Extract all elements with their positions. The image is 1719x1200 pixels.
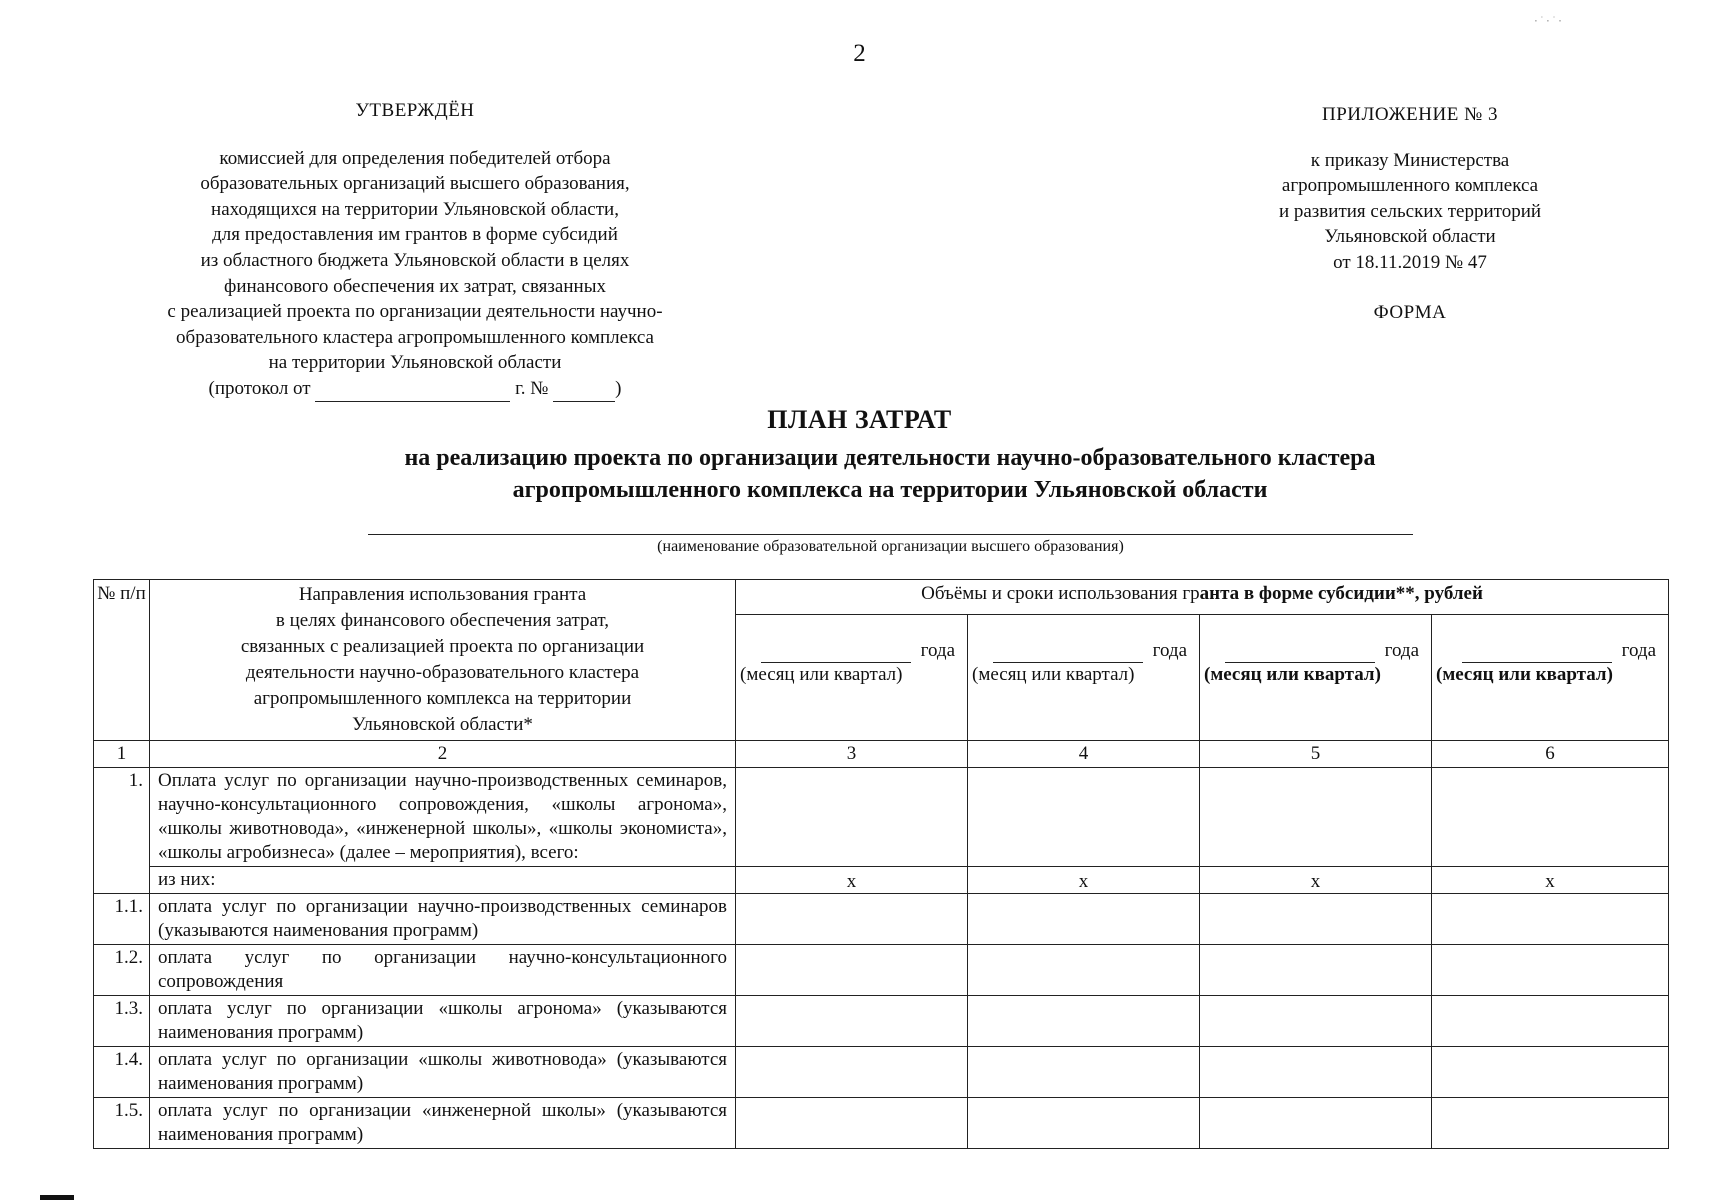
volume-header-bold-text: анта в форме субсидии**, рублей: [1199, 583, 1483, 604]
column-index: 5: [1200, 741, 1432, 768]
plan-title: ПЛАН ЗАТРАТ: [767, 405, 952, 434]
approved-line: комиссией для определения победителей отбора: [219, 147, 611, 169]
column-index: 1: [94, 741, 150, 768]
protocol-suffix: ): [615, 377, 622, 399]
row-number: 1.5.: [94, 1098, 150, 1149]
header-description: [150, 580, 736, 741]
x-cell: х: [968, 867, 1200, 894]
appendix-line: от 18.11.2019 № 47: [1333, 251, 1487, 273]
period-cell-2[interactable]: [968, 615, 1200, 741]
value-cell[interactable]: [1432, 945, 1669, 996]
row-number: 1.4.: [94, 1047, 150, 1098]
approved-line: образовательных организаций высшего образования,: [200, 173, 630, 195]
appendix-line: к приказу Министерства: [1310, 149, 1510, 171]
approved-heading: УТВЕРЖДЁН: [355, 100, 475, 121]
header-desc-line: Ульяновской области*: [352, 714, 533, 735]
value-cell[interactable]: [968, 996, 1200, 1047]
row-description: оплата услуг по организации научно-консультационного сопровождения: [150, 945, 736, 996]
value-cell[interactable]: [736, 996, 968, 1047]
value-cell[interactable]: [968, 768, 1200, 867]
table-row: [94, 1047, 1669, 1098]
value-cell[interactable]: [736, 894, 968, 945]
period-caption: (месяц или квартал): [972, 664, 1135, 685]
header-desc-line: агропромышленного комплекса на территории: [253, 688, 632, 709]
value-cell[interactable]: [968, 1047, 1200, 1098]
appendix-line: Ульяновской области: [1324, 226, 1496, 248]
approved-line: для предоставления им грантов в форме субсидий: [212, 224, 618, 246]
approved-line: находящихся на территории Ульяновской области,: [211, 198, 619, 220]
volume-header-text: Объёмы и сроки использования гр: [921, 583, 1200, 604]
value-cell[interactable]: [1200, 1098, 1432, 1149]
page-number: 2: [853, 40, 866, 67]
row-description: Оплата услуг по организации научно-производственных семинаров, научно-консультационного сопровождения, «школы агронома», «школы животновода», «инженерной школы», «школы экономиста», «школы агробизнеса» (далее – мероприятия), всего:: [150, 768, 736, 867]
header-desc-line: в целях финансового обеспечения затрат,: [275, 610, 610, 631]
table-row: [94, 996, 1669, 1047]
org-name-field[interactable]: [368, 534, 1413, 535]
table-header-row: [94, 580, 1669, 615]
column-index-row: [94, 741, 1669, 768]
header-num: № п/п: [94, 580, 150, 741]
period-caption: (месяц или квартал): [740, 664, 903, 685]
value-cell[interactable]: [1200, 996, 1432, 1047]
approved-line: образовательного кластера агропромышленного комплекса: [176, 326, 654, 348]
value-cell[interactable]: [736, 1098, 968, 1149]
row-description: из них:: [150, 867, 736, 894]
period-year: года: [1152, 640, 1187, 661]
header-desc-line: деятельности научно-образовательного кластера: [245, 662, 640, 683]
protocol-number-blank: [553, 401, 615, 402]
protocol-mid: г. №: [515, 377, 549, 399]
period-year: года: [920, 640, 955, 661]
org-caption: (наименование образовательной организации высшего образования): [657, 538, 1124, 555]
scan-mark: ·˙·˙·: [1532, 16, 1563, 27]
scan-edge-mark: [40, 1195, 74, 1200]
volume-header: [736, 580, 1669, 615]
table-row: [94, 867, 1669, 894]
row-number: 1.2.: [94, 945, 150, 996]
period-year: года: [1621, 640, 1657, 661]
value-cell[interactable]: [968, 894, 1200, 945]
period-caption: (месяц или квартал): [1436, 664, 1613, 685]
header-desc-line: Направления использования гранта: [298, 584, 587, 605]
approved-line: с реализацией проекта по организации деятельности научно-: [167, 301, 663, 323]
protocol-date-blank: [315, 401, 510, 402]
value-cell[interactable]: [736, 945, 968, 996]
table-row: [94, 894, 1669, 945]
table-row: [94, 1098, 1669, 1149]
appendix-heading: ПРИЛОЖЕНИЕ № 3: [1322, 104, 1498, 125]
x-cell: х: [1200, 867, 1432, 894]
row-number: 1.: [94, 768, 150, 894]
cost-plan-table: [93, 579, 1669, 1149]
row-number: 1.1.: [94, 894, 150, 945]
approved-line: из областного бюджета Ульяновской области в целях: [200, 249, 630, 271]
value-cell[interactable]: [968, 945, 1200, 996]
protocol-line: [110, 376, 720, 402]
plan-subtitle-line: на реализацию проекта по организации деятельности научно-образовательного кластера: [404, 445, 1376, 471]
approved-block: [110, 98, 720, 402]
appendix-block: [1230, 102, 1590, 325]
column-index: 4: [968, 741, 1200, 768]
value-cell[interactable]: [736, 768, 968, 867]
column-index: 6: [1432, 741, 1669, 768]
value-cell[interactable]: [968, 1098, 1200, 1149]
approved-line: финансового обеспечения их затрат, связанных: [224, 275, 606, 297]
column-index: 3: [736, 741, 968, 768]
header-desc-line: связанных с реализацией проекта по организации: [240, 636, 645, 657]
period-caption: (месяц или квартал): [1204, 664, 1381, 685]
value-cell[interactable]: [1432, 1098, 1669, 1149]
appendix-line: и развития сельских территорий: [1278, 200, 1542, 222]
period-cell-1[interactable]: [736, 615, 968, 741]
period-year: года: [1384, 640, 1419, 661]
protocol-prefix: (протокол от: [208, 377, 311, 399]
value-cell[interactable]: [1200, 945, 1432, 996]
value-cell[interactable]: [1200, 1047, 1432, 1098]
plan-subtitle: [300, 442, 1480, 506]
value-cell[interactable]: [1432, 1047, 1669, 1098]
value-cell[interactable]: [736, 1047, 968, 1098]
row-description: оплата услуг по организации «школы животновода» (указываются наименования программ): [150, 1047, 736, 1098]
value-cell[interactable]: [1432, 894, 1669, 945]
value-cell[interactable]: [1200, 894, 1432, 945]
value-cell[interactable]: [1432, 996, 1669, 1047]
period-cell-4[interactable]: [1432, 615, 1669, 741]
appendix-line: агропромышленного комплекса: [1281, 175, 1539, 197]
approved-line: на территории Ульяновской области: [268, 352, 562, 374]
value-cell[interactable]: [1200, 768, 1432, 867]
column-index: 2: [150, 741, 736, 768]
row-description: оплата услуг по организации научно-производственных семинаров (указываются наименования программ): [150, 894, 736, 945]
form-label: ФОРМА: [1373, 301, 1447, 323]
row-description: оплата услуг по организации «школы агронома» (указываются наименования программ): [150, 996, 736, 1047]
plan-subtitle-line: агропромышленного комплекса на территории Ульяновской области: [512, 477, 1268, 503]
table-row: [94, 945, 1669, 996]
value-cell[interactable]: [1432, 768, 1669, 867]
row-description: оплата услуг по организации «инженерной школы» (указываются наименования программ): [150, 1098, 736, 1149]
period-cell-3[interactable]: [1200, 615, 1432, 741]
row-number: 1.3.: [94, 996, 150, 1047]
x-cell: х: [1432, 867, 1669, 894]
table-row: [94, 768, 1669, 867]
x-cell: х: [736, 867, 968, 894]
